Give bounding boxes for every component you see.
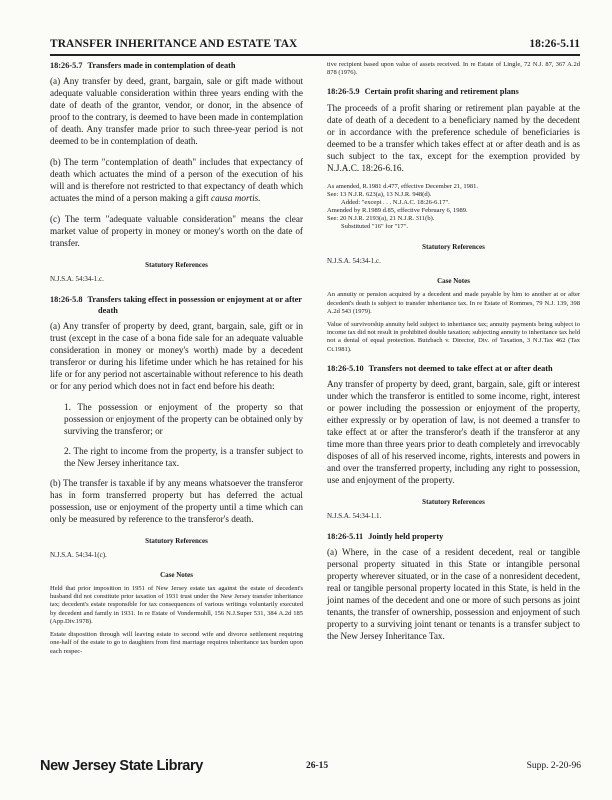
case-notes-heading: Case Notes xyxy=(160,571,193,580)
section-heading-5-8: 18:26-5.8 Transfers taking effect in possession or enjoyment at or after death xyxy=(50,295,302,315)
amendment-line: Substituted "16" for "17". xyxy=(341,223,408,231)
left-column xyxy=(50,61,303,661)
statutory-reference: N.J.S.A. 54:34-1.c. xyxy=(50,275,104,284)
amendment-line: Amended by R.1989 d.85, effective February 6, 1989. xyxy=(327,207,468,215)
statutory-references-heading: Statutory References xyxy=(145,261,208,270)
case-note-continued: tive recipient based upon value of assets received. In re Estate of Lingle, 72 N.J. 87, 367 A.2d 878 (1976). xyxy=(327,61,580,77)
amendment-line: As amended, R.1981 d.477, effective December 21, 1981. xyxy=(327,182,478,190)
statutory-references-heading: Statutory References xyxy=(422,498,485,507)
header-rule xyxy=(50,54,580,56)
section-heading-5-7: 18:26-5.7 Transfers made in contemplation of death xyxy=(50,61,236,70)
right-column xyxy=(327,61,580,651)
statutory-reference: N.J.S.A. 54:34-1(c). xyxy=(50,551,107,560)
running-header-title: TRANSFER INHERITANCE AND ESTATE TAX xyxy=(50,38,298,50)
amendment-line: See: 20 N.J.R. 2193(a), 21 N.J.R. 311(b). xyxy=(327,215,435,223)
section-heading-5-10: 18:26-5.10 Transfers not deemed to take effect at or after death xyxy=(327,363,553,373)
amendment-history xyxy=(327,183,580,232)
section-5-11-para-a: (a) Where, in the case of a resident decedent, real or tangible personal property situated in this State or intangible personal property wherever situated, or in the case of a nonresident decedent, real or tangible personal property located in this State, is held in the joint names of the decedent and one or more of such persons as joint tenants, the transfer of ownership, possession and enjoyment of such property to a surviving joint tenant or tenants is a transfer subject to the New Jersey Inheritance Tax. xyxy=(327,547,580,642)
amendment-line: See: 13 N.J.R. 623(a), 13 N.J.R. 948(d). xyxy=(327,190,432,198)
section-5-8-para-b: (b) The transfer is taxable if by any means whatsoever the transferor has in form transferred property but has deferred the actual possession, use or enjoyment of the property until a time which can only be measured by reference to the transferor's death. xyxy=(50,478,303,525)
section-5-7-para-b: (b) The term "contemplation of death" includes that expectancy of death which actuates the mind of a person of the execution of his will and is therefore not restricted to that expectancy of death which actuates the mind of a person making a gift causa mortis. xyxy=(50,157,303,204)
case-note: Held that prior imposition in 1951 of New Jersey estate tax against the estate of decedent's husband did not constitute prior taxation of 1931 trust under the New Jersey transfer inheritance tax; decedent's estate responsible for tax consequences of various writings voluntarily executed by decedent and family in 1931. In re Estate of Vondermuhll, 156 N.J.Super 531, 384 A.2d 185 (App.Div.1978). xyxy=(50,585,303,625)
running-header xyxy=(50,38,580,50)
section-5-7-para-c: (c) The term "adequate valuable consideration" means the clear market value of property in money or money's worth on the date of transfer. xyxy=(50,214,303,249)
section-5-9-para: The proceeds of a profit sharing or retirement plan payable at the date of death of a decedent to a beneficiary named by the decedent or in accordance with the preference schedule of beneficiaries is deemed to be a transfer which takes effect at or after death and is as such subject to the tax, except for the exemption provided by N.J.A.C. 18:26-6.16. xyxy=(327,102,580,173)
case-note: An annuity or pension acquired by a decedent and made payable by him to another at or after decedent's death is subject to transfer inheritance tax. In re Estate of Rommes, 79 N.J. 139, 398 A.2d 543 (1979). xyxy=(327,291,580,315)
statutory-references-heading: Statutory References xyxy=(422,243,485,252)
page-footer xyxy=(40,758,585,780)
library-stamp: New Jersey State Library xyxy=(40,758,203,774)
case-note: Estate disposition through will leaving estate to second wife and divorce settlement requiring one-half of the estate to go to daughters from first marriage requires inheritance tax burden upon each respec- xyxy=(50,631,303,655)
section-heading-5-11: 18:26-5.11 Jointly held property xyxy=(327,532,444,542)
section-5-8-item-2: 2. The right to income from the property, is a transfer subject to the New Jersey inheritance tax. xyxy=(64,446,303,469)
case-notes-heading: Case Notes xyxy=(437,277,470,286)
case-note: Value of survivorship annuity held subject to inheritance tax; annuity payments being subject to income tax did not result in prohibited double taxation; subjecting annuity to inheritance tax held not a denial of equal protection. Butzbach v. Director, Div. of Taxation, 3 N.J.Tax 462 (Tax Ct.1981). xyxy=(327,320,580,353)
statutory-reference: N.J.S.A. 54:34-1.c. xyxy=(327,257,381,266)
section-5-8-item-1: 1. The possession or enjoyment of the property so that possession or enjoyment of the property can be obtained only by surviving the transferor; or xyxy=(64,402,303,437)
section-heading-5-9: 18:26-5.9 Certain profit sharing and retirement plans xyxy=(327,87,519,97)
section-5-7-para-a: (a) Any transfer by deed, grant, bargain, sale or gift made without adequate valuable consideration within three years ending with the date of death of the grantor, vendor, or donor, in the absence of proof to the contrary, is deemed to have been made in contemplation of death. Any transfer made prior to such three-year period is not deemed to be in contemplation of death. xyxy=(50,76,303,147)
statutory-references-heading: Statutory References xyxy=(145,537,208,546)
section-5-8-para-a: (a) Any transfer of property by deed, grant, bargain, sale, gift or in trust (except in the case of a bona fide sale for an adequate valuable consideration in money or money's worth) made by a decedent transferor or during his lifetime under which he has retained for his life or for any period not ascertainable without reference to his death or for any period which does not in fact end before his death: xyxy=(50,321,303,392)
amendment-line: Added: "except . . . N.J.A.C. 18:26-6.17". xyxy=(341,198,450,206)
section-5-10-para: Any transfer of property by deed, grant, bargain, sale, gift or interest under which the transferor is entitled to some income, right, interest or power including the possession or enjoyment of the property, either expressly or by operation of law, is not deemed a transfer to take effect at or after the transferor's death if the transferor at any time more than three years prior to death completely and irrevocably disposes of all of his reserved income, rights, interests and powers in and over the transferred property, including any right to possession, use and enjoyment of the property. xyxy=(327,379,580,486)
supplement-date: Supp. 2-20-96 xyxy=(526,761,581,771)
running-header-section: 18:26-5.11 xyxy=(529,38,580,50)
statutory-reference: N.J.S.A. 54:34-1.1. xyxy=(327,512,382,521)
page-number: 26-15 xyxy=(306,761,329,771)
